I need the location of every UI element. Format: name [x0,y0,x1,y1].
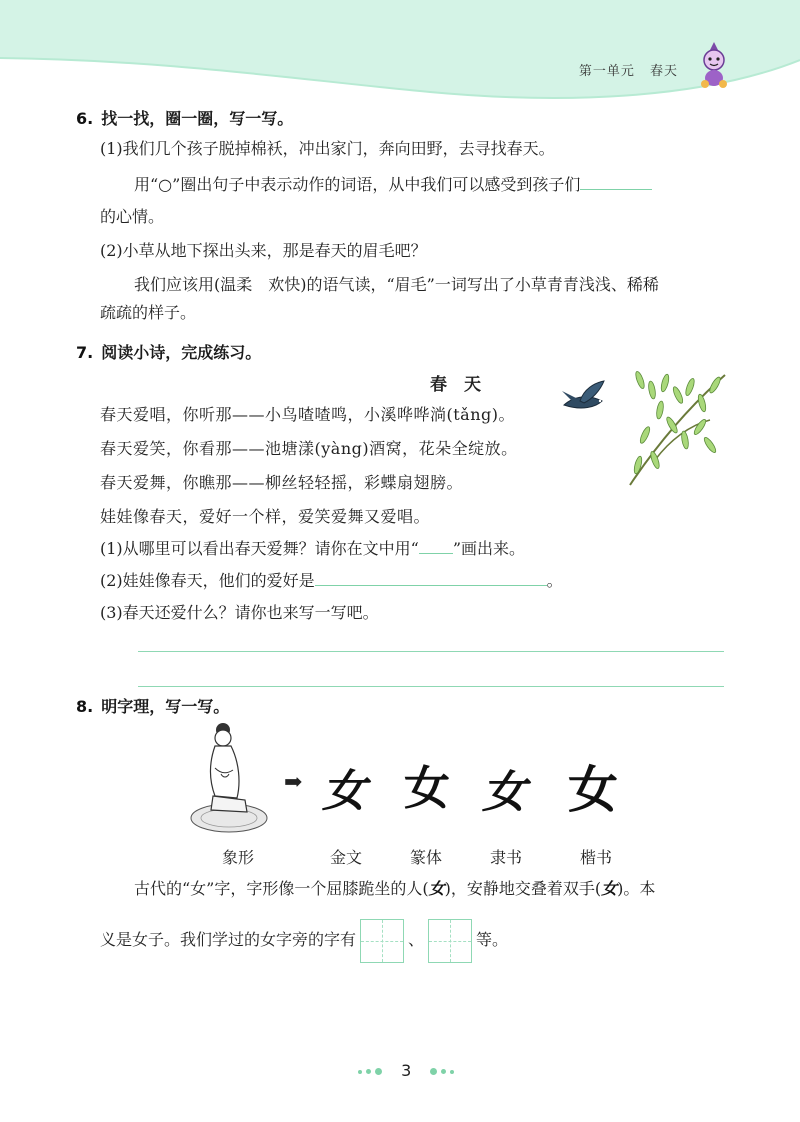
q7-exercise-1-text: (1)从哪里可以看出春天爱舞？请你在文中用“ [100,539,419,558]
q7-title-text: 阅读小诗，完成练习。 [101,343,262,362]
label-kaishu: 楷书 [580,848,613,867]
poem-line-1: 春天爱唱，你听那——小鸟喳喳鸣，小溪哗哗淌(tǎng)。 [100,405,516,424]
q6-number: 6. [76,109,94,128]
q8-explanation-text-3: )。本 [617,879,656,898]
q8-title-text: 明字理，写一写。 [101,697,230,716]
q7-exercise-2-text: (2)娃娃像春天，他们的爱好是 [100,571,315,590]
q7-exercise-1-end: ”画出来。 [452,539,526,558]
q8-explanation-text-1: 古代的“女”字，字形像一个屈膝跪坐的人( [134,879,429,898]
label-xiangxing: 象形 [222,848,255,867]
dot-icon [450,1070,454,1074]
character-box-1[interactable] [360,919,404,963]
evolution-arrow-icon: ➡ [284,770,303,795]
q8-separator: 、 [408,930,425,949]
swallow-icon [562,381,604,408]
q8-explanation-text-5: 等。 [476,930,509,949]
q6-para-3: (2)小草从地下探出头来，那是春天的眉毛吧？ [100,241,427,260]
q7-answer-line-2[interactable] [138,686,724,687]
q8-explanation-text-2: )，安静地交叠着双手( [444,879,602,898]
unit-topic: 春天 [649,64,678,79]
q6-para-4-end: 疏疏的样子。 [100,303,197,322]
poem-title: 春 天 [430,375,481,395]
page-number: 3 [401,1061,412,1080]
q6-title-text: 找一找，圈一圈，写一写。 [101,109,294,128]
q7-exercise-3: (3)春天还爱什么？请你也来写一写吧。 [100,603,379,622]
q7-exercise-1 [100,538,525,560]
dot-icon [375,1068,382,1075]
dot-icon [358,1070,362,1074]
jinwen-glyph: 女 [322,766,366,817]
kneeling-woman-illustration [185,718,270,838]
dot-icon [430,1068,437,1075]
unit-label: 第一单元 [578,64,635,79]
label-jinwen: 金文 [330,848,363,867]
character-box-2[interactable] [428,919,472,963]
page-footer [356,1061,456,1080]
q8-explanation-1 [134,878,655,900]
q8-explanation-text-4: 义是女子。我们学过的女字旁的字有 [100,930,357,949]
zhuanti-glyph: 女 [404,761,450,815]
q6-para-1: (1)我们几个孩子脱掉棉袄，冲出家门，奔向田野，去寻找春天。 [100,139,555,158]
mascot-icon [694,40,734,88]
poem-line-4: 娃娃像春天，爱好一个样，爱笑爱舞又爱唱。 [100,507,431,526]
q6-para-2-text: 用“○”圈出句子中表示动作的词语，从中我们可以感受到孩子们 [134,175,581,194]
unit-header [569,60,678,79]
willow-swallow-illustration [560,365,730,490]
q7-exercise-2-end: 。 [546,571,563,590]
q8-number: 8. [76,697,94,716]
poem-line-3: 春天爱舞，你瞧那——柳丝轻轻摇，彩蝶扇翅膀。 [100,473,464,492]
q7-underline-sample [419,553,453,554]
kaishu-glyph: 女 [568,760,618,819]
q6-answer-blank[interactable] [580,189,652,190]
q6-title [76,106,293,129]
folded-hands-glyph-icon: 女 [601,879,618,898]
kneeling-glyph-icon: 女 [428,879,445,898]
q7-title [76,340,261,363]
label-zhuanti: 篆体 [410,848,443,867]
poem-line-2: 春天爱笑，你看那——池塘漾(yàng)酒窝，花朵全绽放。 [100,439,518,458]
header-band [0,0,800,110]
q8-title [76,694,229,717]
q7-number: 7. [76,343,94,362]
q7-exercise-2 [100,570,563,592]
q6-para-4: 我们应该用(温柔 欢快)的语气读，“眉毛”一词写出了小草青青浅浅、稀稀 [134,275,659,294]
q7-answer-line-1[interactable] [138,651,724,652]
q6-para-2 [134,174,652,196]
label-lishu: 隶书 [490,848,523,867]
dot-icon [441,1069,446,1074]
q7-hobby-blank[interactable] [315,585,547,586]
q6-para-2-end: 的心情。 [100,207,165,226]
lishu-glyph: 女 [482,767,526,818]
dot-icon [366,1069,371,1074]
q8-explanation-2 [100,918,508,963]
